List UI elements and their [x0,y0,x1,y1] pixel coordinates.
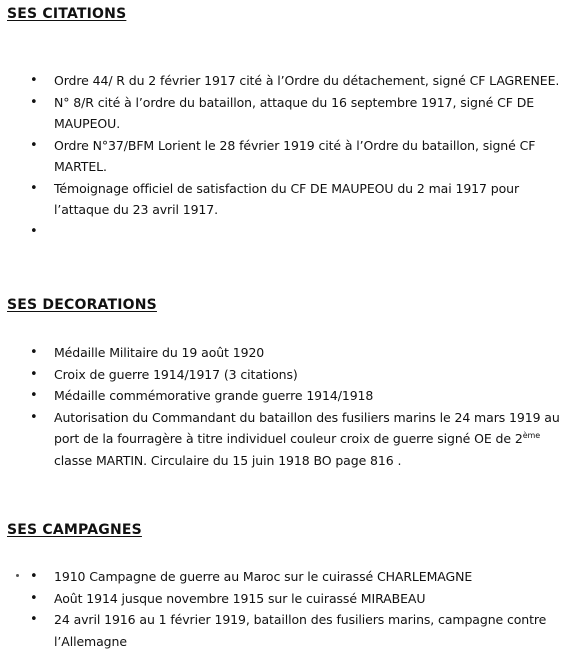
list-item [0,609,582,652]
campagnes-heading: SES CAMPAGNES [7,522,142,538]
bullet-icon: • [30,94,38,110]
list-item [0,70,582,92]
list-item [0,92,582,135]
bullet-icon: • [30,73,38,88]
citations-heading: SES CITATIONS [7,6,127,22]
bullet-icon: • [30,137,38,153]
decorations-heading: SES DECORATIONS [7,297,157,313]
citation-text: Ordre N°37/BFM Lorient le 28 février 1919 cité à l’Ordre du bataillon, signé CF MARTEL. [54,137,536,174]
list-item [0,385,582,407]
list-item [0,407,582,472]
citation-text: N° 8/R cité à l’ordre du bataillon, attaque du 16 septembre 1917, signé CF DE MAUPEOU. [54,94,535,131]
bullet-icon: • [30,366,38,382]
decoration-text: Médaille commémorative grande guerre 1914/1918 [54,388,374,403]
citation-text: Témoignage officiel de satisfaction du CF DE MAUPEOU du 2 mai 1917 pour l’attaque du 23 avril 1917. [54,180,519,217]
decoration-text: Médaille Militaire du 19 août 1920 [54,345,265,360]
citation-text: Ordre 44/ R du 2 février 1917 cité à l’Ordre du détachement, signé CF LAGRENEE. [54,73,560,88]
campagnes-list [0,566,582,652]
decorations-list [0,342,582,471]
citations-list [0,70,582,242]
decoration-text: Croix de guerre 1914/1917 (3 citations) [54,366,298,382]
superscript-text: ème [522,430,541,440]
list-item [0,135,582,178]
list-item [0,364,582,386]
bullet-icon: • [30,569,38,584]
list-item [0,342,582,364]
campagne-text: 24 avril 1916 au 1 février 1919, bataillon des fusiliers marins, campagne contre l’Allemagne [54,612,547,649]
campagne-text: 1910 Campagne de guerre au Maroc sur le cuirassé CHARLEMAGNE [54,569,473,584]
bullet-icon: • [30,345,38,360]
campagne-text: Août 1914 jusque novembre 1915 sur le cuirassé MIRABEAU [54,590,426,606]
list-item [0,566,582,588]
decoration-text-part: classe MARTIN. Circulaire du 15 juin 1918 BO page 816 . [54,452,402,468]
list-item [0,588,582,610]
bullet-icon: • [30,590,38,606]
list-item [0,178,582,221]
bullet-icon: • [30,612,38,627]
bullet-icon: • [30,223,38,239]
bullet-icon: • [30,180,38,196]
bullet-icon: • [30,388,38,403]
list-item [0,221,582,243]
decoration-text-part: Autorisation du Commandant du bataillon des fusiliers marins le 24 mars 1919 au port de la fourragère à titre individuel couleur croix de guerre signé OE de 2 [54,409,560,446]
bullet-icon: • [30,409,38,425]
